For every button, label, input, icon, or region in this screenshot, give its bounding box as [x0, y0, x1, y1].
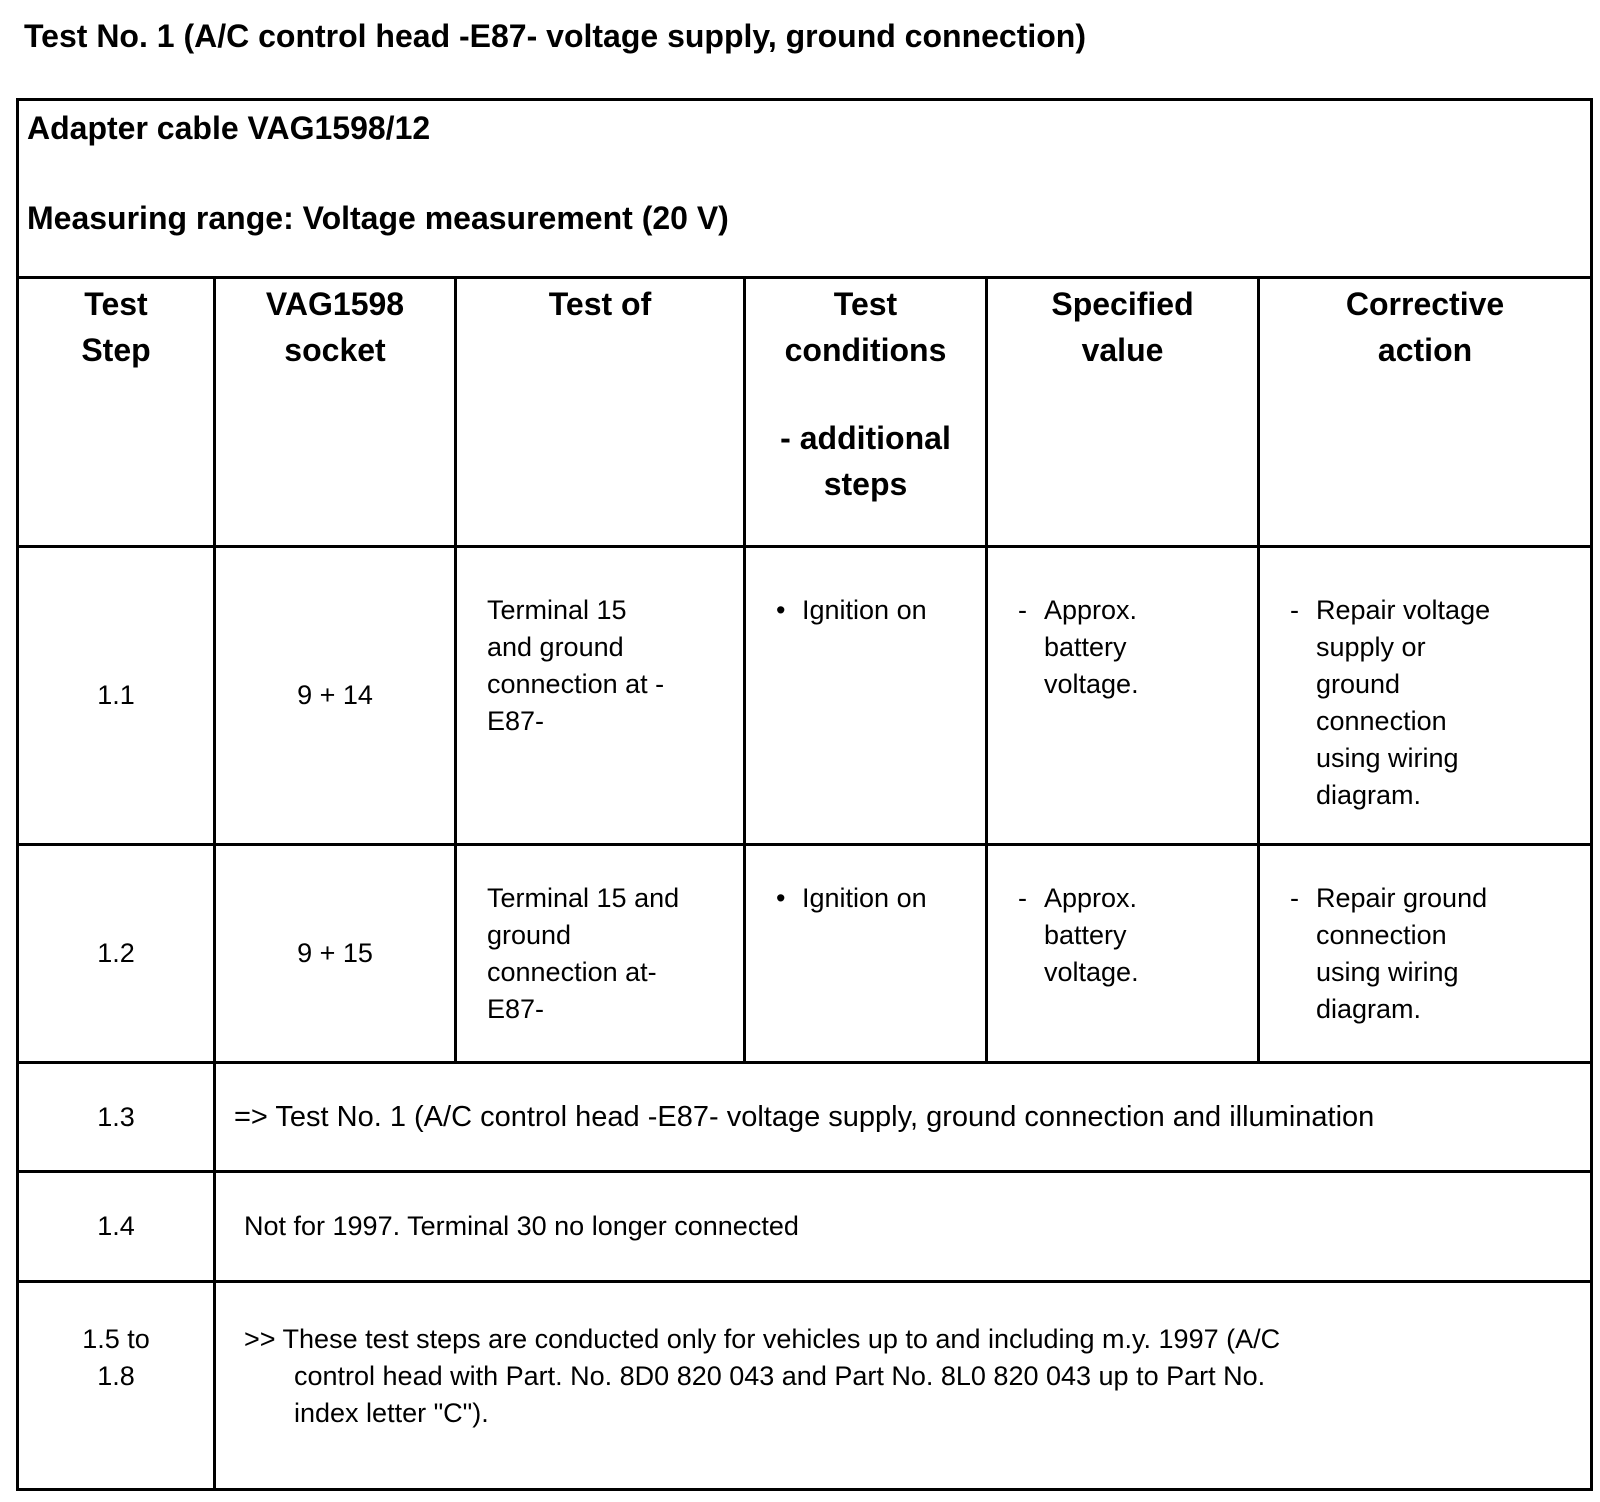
dash-icon: - — [1290, 883, 1299, 913]
measuring-range-text: Measuring range: Voltage measurement (20 V) — [27, 200, 729, 236]
header-test-step: Test Step — [18, 278, 215, 547]
step-number: 1.5 to 1.8 — [18, 1282, 215, 1490]
header-specified-value: Specified value — [987, 278, 1259, 547]
step-note-text: >> These test steps are conducted only for vehicles up to and including m.y. 1997 (A/C control head with Part. No. 8D0 820 043 and Part No. 8L0 820 043 up to Part No. index letter "C"). — [215, 1282, 1592, 1490]
step-number: 1.1 — [18, 547, 215, 845]
socket-pins: 9 + 14 — [215, 547, 456, 845]
step-reference-text: => Test No. 1 (A/C control head -E87- voltage supply, ground connection and illumination — [215, 1063, 1592, 1172]
bullet-icon: • — [776, 883, 786, 913]
table-row — [18, 1282, 1592, 1490]
table-row — [18, 1063, 1592, 1172]
test-of-cell: Terminal 15 and ground connection at - E87- — [456, 547, 745, 845]
test-condition-cell: • Ignition on — [745, 845, 987, 1063]
table-row — [18, 845, 1592, 1063]
test-table — [16, 98, 1593, 1491]
step-note-text: Not for 1997. Terminal 30 no longer connected — [215, 1172, 1592, 1282]
dash-icon: - — [1018, 595, 1027, 625]
test-condition-cell: • Ignition on — [745, 547, 987, 845]
intro-cell — [18, 100, 1592, 278]
header-socket: VAG1598 socket — [215, 278, 456, 547]
socket-pins: 9 + 15 — [215, 845, 456, 1063]
specified-value-cell: - Approx. battery voltage. — [987, 547, 1259, 845]
step-number: 1.4 — [18, 1172, 215, 1282]
header-test-of: Test of — [456, 278, 745, 547]
header-corrective-action: Corrective action — [1259, 278, 1592, 547]
specified-value-cell: - Approx. battery voltage. — [987, 845, 1259, 1063]
bullet-icon: • — [776, 595, 786, 625]
intro-row — [18, 100, 1592, 278]
header-test-conditions: Test conditions - additional steps — [745, 278, 987, 547]
document-title: Test No. 1 (A/C control head -E87- voltage supply, ground connection) — [24, 18, 1086, 54]
step-number: 1.2 — [18, 845, 215, 1063]
step-number: 1.3 — [18, 1063, 215, 1172]
table-row — [18, 547, 1592, 845]
header-row — [18, 278, 1592, 547]
adapter-cable-text: Adapter cable VAG1598/12 — [27, 110, 431, 146]
corrective-action-cell: - Repair ground connection using wiring diagram. — [1259, 845, 1592, 1063]
dash-icon: - — [1018, 883, 1027, 913]
dash-icon: - — [1290, 595, 1299, 625]
corrective-action-cell: - Repair voltage supply or ground connection using wiring diagram. — [1259, 547, 1592, 845]
table-row — [18, 1172, 1592, 1282]
test-of-cell: Terminal 15 and ground connection at- E87- — [456, 845, 745, 1063]
